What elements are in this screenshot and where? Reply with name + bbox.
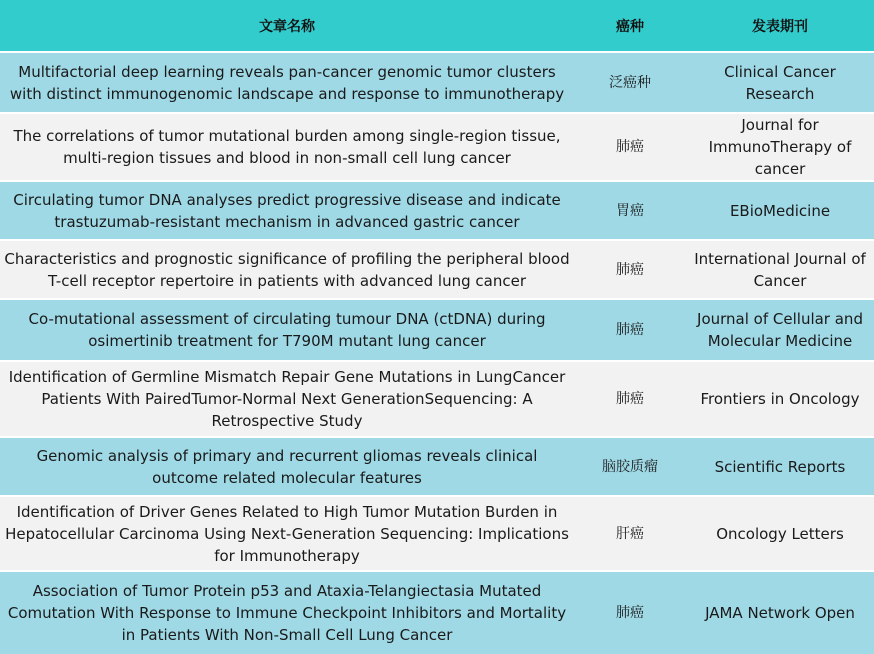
cancer-type-cell: 肝癌 bbox=[574, 496, 686, 571]
journal-cell: Journal of Cellular and Molecular Medicine bbox=[686, 299, 874, 361]
header-article-title: 文章名称 bbox=[0, 0, 574, 52]
table-header-row bbox=[0, 0, 874, 52]
table-row bbox=[0, 181, 874, 240]
cancer-type-cell: 泛癌种 bbox=[574, 52, 686, 113]
article-title-cell: Characteristics and prognostic significance of profiling the peripheral blood T-cell receptor repertoire in patients with advanced lung cancer bbox=[0, 240, 574, 299]
table-row bbox=[0, 299, 874, 361]
cancer-type-cell: 胃癌 bbox=[574, 181, 686, 240]
journal-cell: JAMA Network Open bbox=[686, 571, 874, 654]
cancer-type-cell: 肺癌 bbox=[574, 571, 686, 654]
journal-cell: International Journal of Cancer bbox=[686, 240, 874, 299]
article-title-cell: Multifactorial deep learning reveals pan-cancer genomic tumor clusters with distinct immunogenomic landscape and response to immunotherapy bbox=[0, 52, 574, 113]
article-title-cell: Identification of Germline Mismatch Repair Gene Mutations in LungCancer Patients With PairedTumor-Normal Next GenerationSequencing: A Retrospective Study bbox=[0, 361, 574, 437]
article-title-cell: The correlations of tumor mutational burden among single-region tissue, multi-region tissues and blood in non-small cell lung cancer bbox=[0, 113, 574, 181]
cancer-type-cell: 肺癌 bbox=[574, 299, 686, 361]
article-title-cell: Co-mutational assessment of circulating tumour DNA (ctDNA) during osimertinib treatment for T790M mutant lung cancer bbox=[0, 299, 574, 361]
table-row bbox=[0, 571, 874, 654]
article-title-cell: Circulating tumor DNA analyses predict progressive disease and indicate trastuzumab-resistant mechanism in advanced gastric cancer bbox=[0, 181, 574, 240]
cancer-type-cell: 脑胶质瘤 bbox=[574, 437, 686, 496]
table-row bbox=[0, 113, 874, 181]
cancer-type-cell: 肺癌 bbox=[574, 361, 686, 437]
article-title-cell: Genomic analysis of primary and recurrent gliomas reveals clinical outcome related molecular features bbox=[0, 437, 574, 496]
journal-cell: Journal for ImmunoTherapy of cancer bbox=[686, 113, 874, 181]
journal-cell: Clinical Cancer Research bbox=[686, 52, 874, 113]
cancer-type-cell: 肺癌 bbox=[574, 113, 686, 181]
journal-cell: Scientific Reports bbox=[686, 437, 874, 496]
table-row bbox=[0, 240, 874, 299]
table-row bbox=[0, 361, 874, 437]
journal-cell: Frontiers in Oncology bbox=[686, 361, 874, 437]
header-cancer-type: 癌种 bbox=[574, 0, 686, 52]
journal-cell: Oncology Letters bbox=[686, 496, 874, 571]
journal-cell: EBioMedicine bbox=[686, 181, 874, 240]
cancer-type-cell: 肺癌 bbox=[574, 240, 686, 299]
table-row bbox=[0, 496, 874, 571]
header-journal: 发表期刊 bbox=[686, 0, 874, 52]
article-title-cell: Association of Tumor Protein p53 and Ataxia-Telangiectasia Mutated Comutation With Response to Immune Checkpoint Inhibitors and Mortality in Patients With Non-Small Cell Lung Cancer bbox=[0, 571, 574, 654]
table-row bbox=[0, 52, 874, 113]
article-title-cell: Identification of Driver Genes Related to High Tumor Mutation Burden in Hepatocellular Carcinoma Using Next-Generation Sequencing: Implications for Immunotherapy bbox=[0, 496, 574, 571]
table-row bbox=[0, 437, 874, 496]
